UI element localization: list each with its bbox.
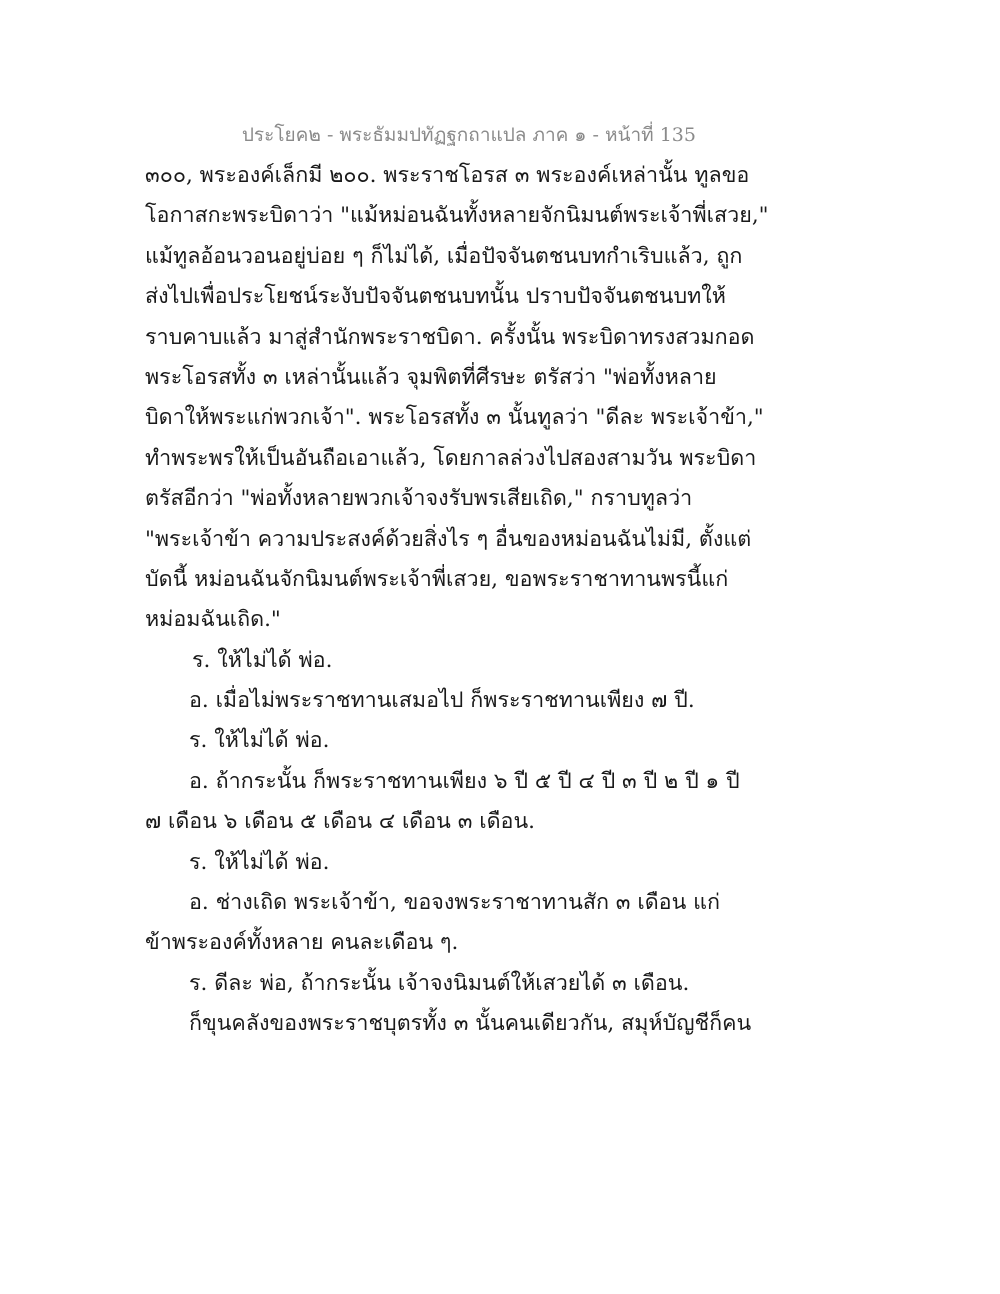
text-line: พระโอรสทั้ง ๓ เหล่านั้นแล้ว จุมพิตที่ศีรษะ ตรัสว่า "พ่อทั้งหลาย [145,364,717,390]
text-line: บัดนี้ หม่อนฉันจักนิมนต์พระเจ้าพี่เสวย, ขอพระราชาทานพรนี้แก่ [145,566,729,592]
text-line: ข้าพระองค์ทั้งหลาย คนละเดือน ๆ. [145,930,459,956]
text-line: ตรัสอีกว่า "พ่อทั้งหลายพวกเจ้าจงรับพรเสียเถิด," กราบทูลว่า [145,486,693,512]
dialogue-line: อ. ถ้ากระนั้น ก็พระราชทานเพียง ๖ ปี ๕ ปี ๔ ปี ๓ ปี ๒ ปี ๑ ปี [189,768,740,794]
text-line: แม้ทูลอ้อนวอนอยู่บ่อย ๆ ก็ไม่ได้, เมื่อปัจจันตชนบทกำเริบแล้ว, ถูก [145,243,743,269]
text-line: ส่งไปเพื่อประโยชน์ระงับปัจจันตชนบทนั้น ปราบปัจจันตชนบทให้ [145,284,726,310]
dialogue-line: ร. ให้ไม่ได้ พ่อ. [192,647,333,673]
dialogue-line: ร. ดีละ พ่อ, ถ้ากระนั้น เจ้าจงนิมนต์ให้เสวยได้ ๓ เดือน. [189,970,690,996]
text-line: บิดาให้พระแก่พวกเจ้า". พระโอรสทั้ง ๓ นั้นทูลว่า "ดีละ พระเจ้าข้า," [145,405,764,431]
text-line: โอกาสกะพระบิดาว่า "แม้หม่อนฉันทั้งหลายจักนิมนต์พระเจ้าพี่เสวย," [145,203,769,229]
body-text [145,156,769,1045]
dialogue-line: อ. ช่างเถิด พระเจ้าข้า, ขอจงพระราชาทานสัก ๓ เดือน แก่ [189,890,720,916]
text-line: "พระเจ้าข้า ความประสงค์ด้วยสิ่งไร ๆ อื่นของหม่อนฉันไม่มี, ตั้งแต่ [145,526,752,552]
text-line: ทำพระพรให้เป็นอันถือเอาแล้ว, โดยกาลล่วงไปสองสามวัน พระบิดา [145,445,757,471]
text-line: ๗ เดือน ๖ เดือน ๕ เดือน ๔ เดือน ๓ เดือน. [145,809,536,835]
text-line: ๓๐๐, พระองค์เล็กมี ๒๐๐. พระราชโอรส ๓ พระองค์เหล่านั้น ทูลขอ [145,163,750,188]
text-line: ราบคาบแล้ว มาสู่สำนักพระราชบิดา. ครั้งนั้น พระบิดาทรงสวมกอด [145,324,755,350]
dialogue-line: ร. ให้ไม่ได้ พ่อ. [189,728,330,754]
dialogue-line: ร. ให้ไม่ได้ พ่อ. [189,849,330,875]
running-header: ประโยค๒ - พระธัมมปทัฏฐกถาแปล ภาค ๑ - หน้าที่ 135 [241,124,696,146]
text-line: หม่อมฉันเถิด." [145,607,281,633]
text-line: ก็ขุนคลังของพระราชบุตรทั้ง ๓ นั้นคนเดียวกัน, สมุห์บัญชีก็คน [189,1011,752,1037]
dialogue-line: อ. เมื่อไม่พระราชทานเสมอไป ก็พระราชทานเพียง ๗ ปี. [189,688,695,714]
